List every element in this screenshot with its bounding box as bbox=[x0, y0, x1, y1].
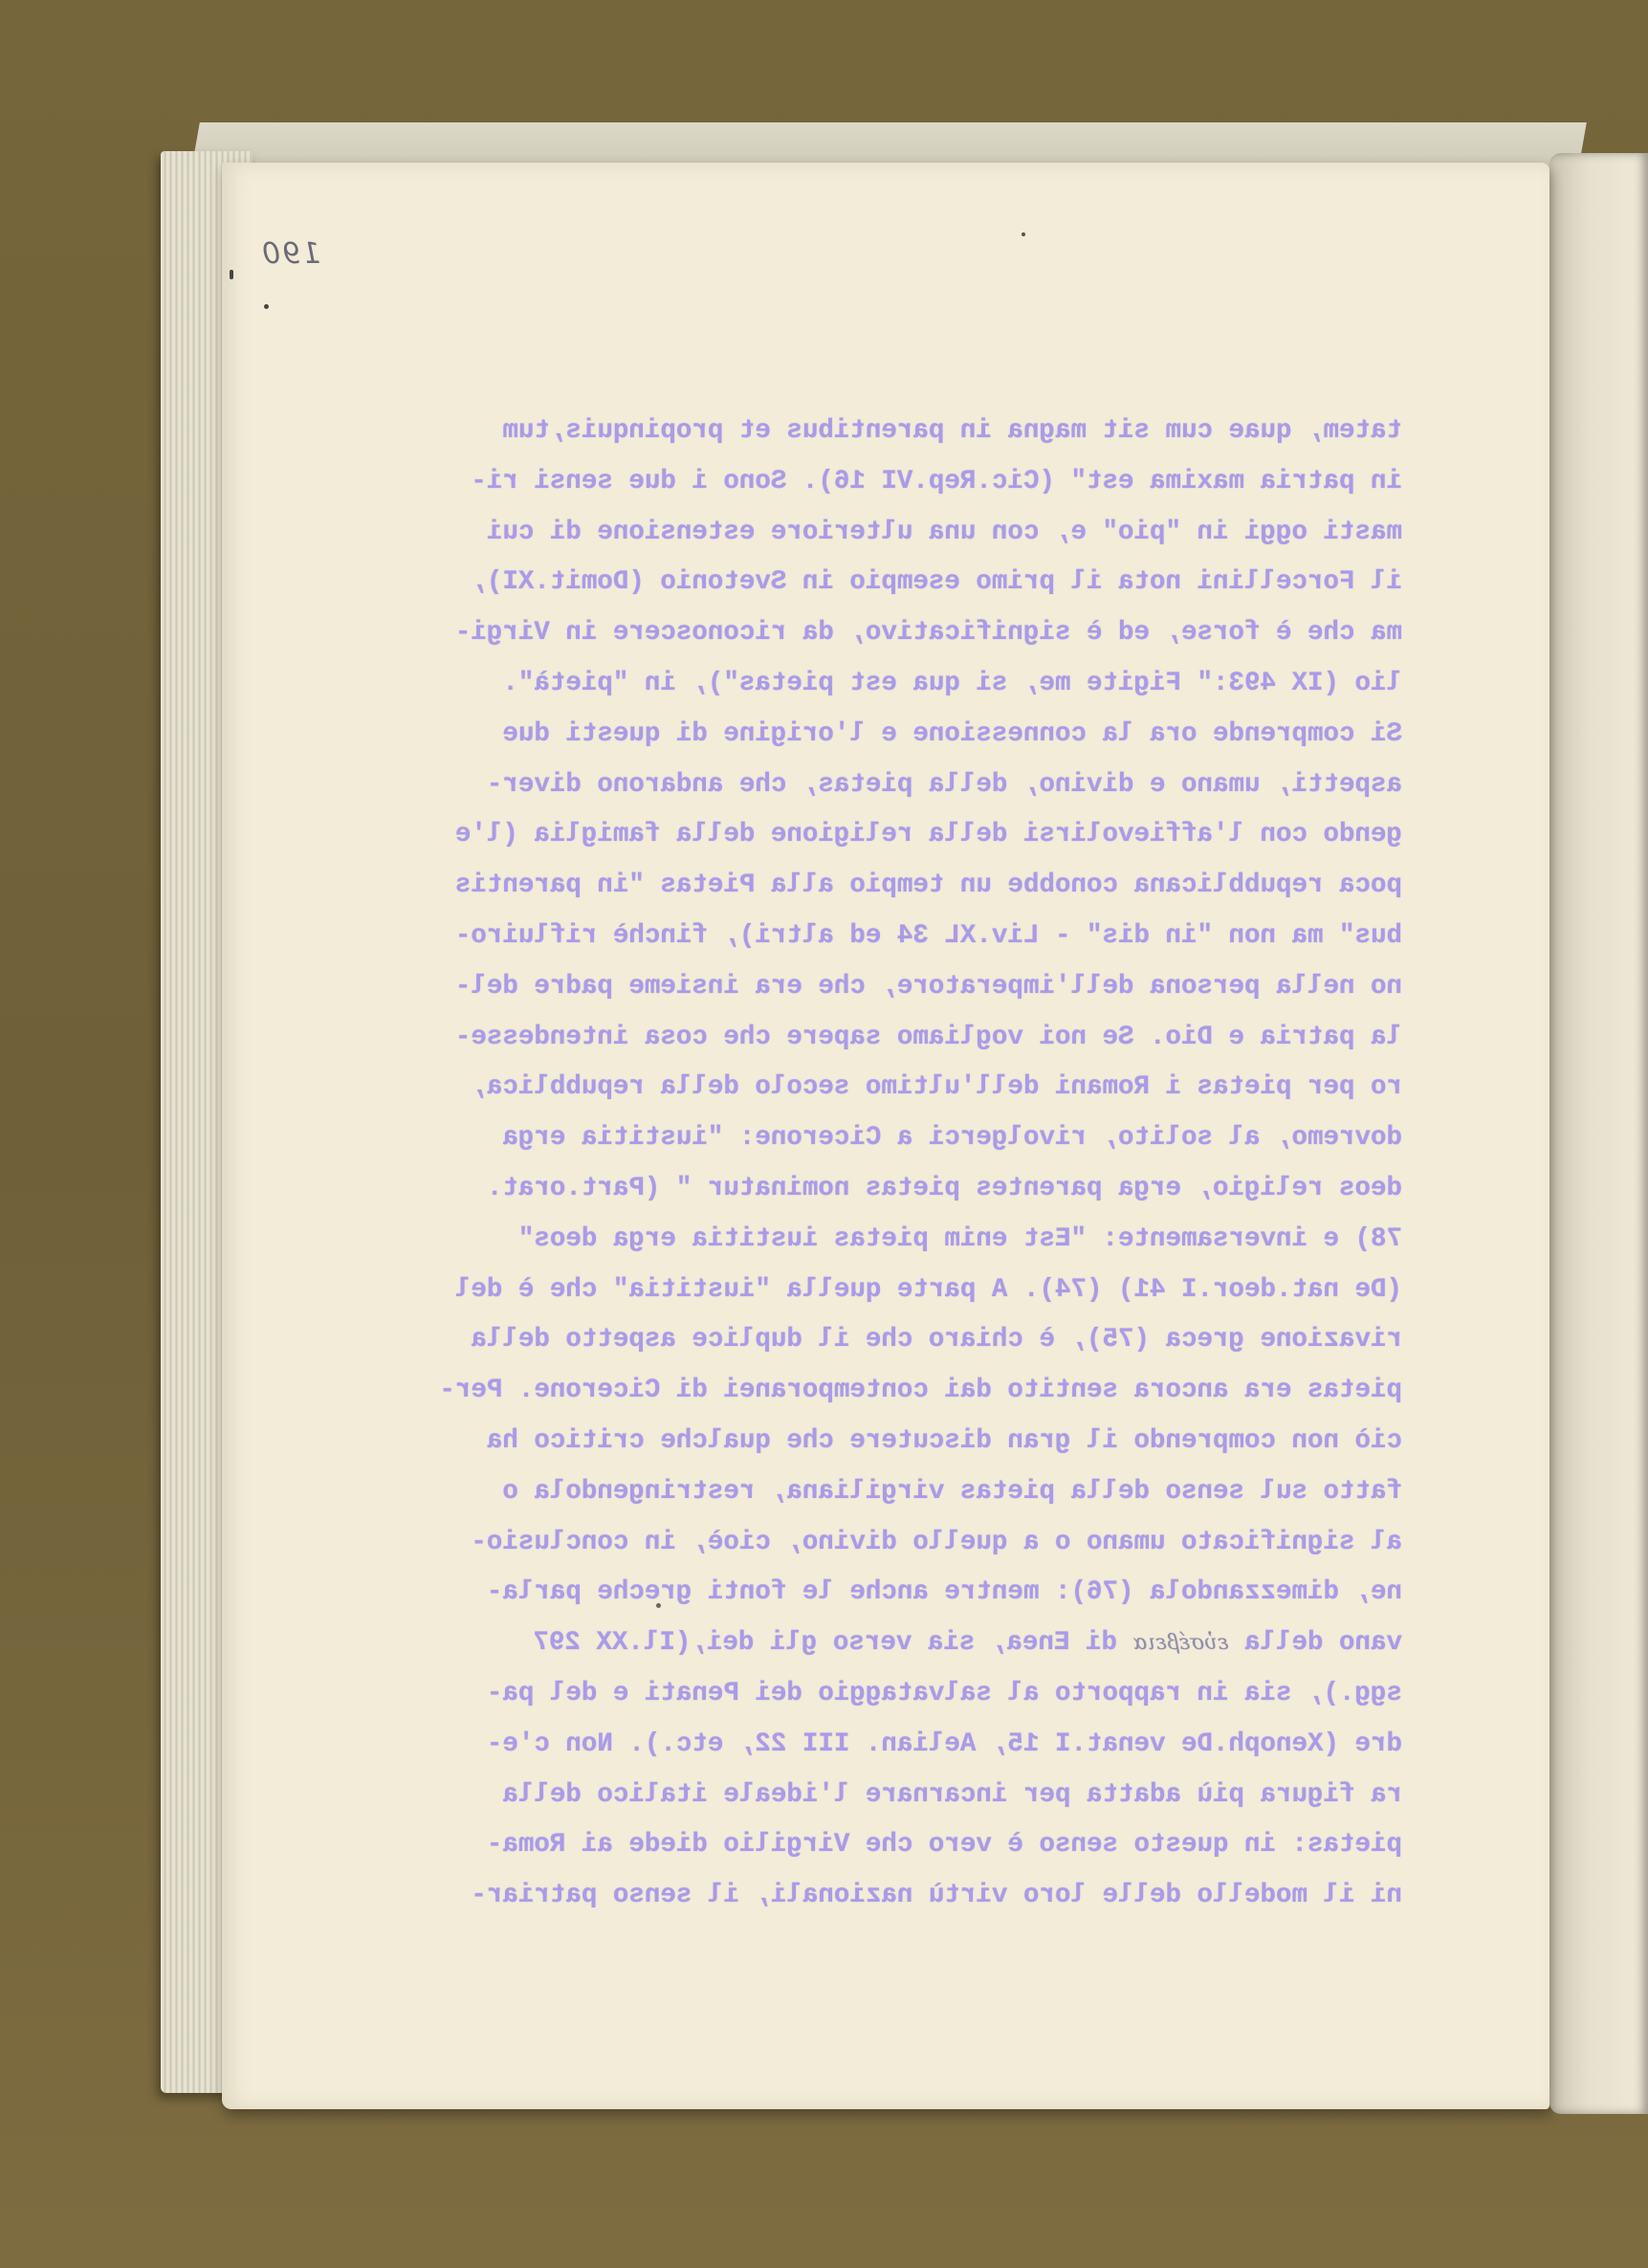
text-line: ro per pietas i Romani dell'ultimo secolo della repubblica, bbox=[471, 1072, 1402, 1103]
text-line: in patria maxima est" (Cic.Rep.VI 16). Sono i due sensi ri- bbox=[471, 466, 1402, 496]
text-line: masti oggi in "pio" e, con una ulteriore estensione di cui bbox=[486, 517, 1402, 547]
text-line: 78) e inversamente: "Est enim pietas iustitia erga deos" bbox=[517, 1223, 1402, 1254]
text-line: ma che è forse, ed è significativo, da riconoscere in Virgi- bbox=[454, 618, 1402, 649]
text-line: fatto sul senso della pietas virgiliana, restringendola o bbox=[502, 1476, 1402, 1507]
text-line: al significato umano o a quello divino, cioè, in conclusio- bbox=[471, 1527, 1402, 1557]
text-line: ra figura più adatta per incarnare l'ideale italico della bbox=[502, 1779, 1402, 1810]
mirrored-text-block bbox=[360, 407, 1402, 1922]
text-line: deos religio, erga parentes pietas nominatur " (Part.orat. bbox=[486, 1173, 1402, 1203]
text-line: tatem, quae cum sit magna in parentibus et propinquis,tum bbox=[502, 416, 1402, 446]
ink-mark bbox=[230, 270, 233, 279]
text-line bbox=[360, 1618, 1402, 1669]
text-line-part: di Enea, sia verso gli dei,(Il.XX 297 bbox=[533, 1628, 1133, 1659]
text-line: rivazione greca (75), è chiaro che il duplice aspetto della bbox=[471, 1325, 1402, 1355]
page-number: 190 bbox=[260, 237, 321, 271]
handwritten-greek-word: εὐσέβεια bbox=[1132, 1631, 1229, 1656]
text-line: pietas era ancora sentito dai contemporanei di Cicerone. Per- bbox=[439, 1376, 1402, 1406]
text-line-part: vano della bbox=[1228, 1628, 1402, 1659]
text-line: bus" ma non "in dis" - Liv.XL 34 ed altri), finchè rifluiro- bbox=[454, 920, 1402, 951]
text-line: sgg.), sia in rapporto al salvataggio dei Penati e del pa- bbox=[486, 1678, 1402, 1708]
text-line: ciò non comprendo il gran discutere che qualche critico ha bbox=[486, 1425, 1402, 1456]
text-line: dovremo, al solito, rivolgerci a Cicerone: "iustitia erga bbox=[502, 1123, 1402, 1154]
text-line: il Forcellini nota il primo esempio in Svetonio (Domit.XI), bbox=[471, 567, 1402, 598]
text-line: gendo con l'affievolirsi della religione della famiglia (l'e bbox=[454, 820, 1402, 850]
text-line: pietas: in questo senso è vero che Virgilio diede ai Roma- bbox=[486, 1830, 1402, 1861]
text-line: (De nat.deor.I 41) (74). A parte quella "iustitia" che è del bbox=[454, 1274, 1402, 1305]
text-line: Si comprende ora la connessione e l'origine di questi due bbox=[502, 718, 1402, 749]
text-line: no nella persona dell'imperatore, che era insieme padre del- bbox=[454, 971, 1402, 1002]
text-line: ne, dimezzandola (76): mentre anche le fonti greche parla- bbox=[486, 1577, 1402, 1608]
text-line: la patria e Dio. Se noi vogliamo sapere che cosa intendesse- bbox=[454, 1022, 1402, 1052]
text-line: dre (Xenoph.De venat.I 15, Aelian. III 22, etc.). Non c'e- bbox=[486, 1729, 1402, 1759]
text-line: aspetti, umano e divino, della pietas, che andarono diver- bbox=[486, 769, 1402, 800]
ink-dot bbox=[1022, 232, 1025, 236]
ink-dot bbox=[264, 304, 269, 309]
text-line: ni il modello delle loro virtù nazionali, il senso patriar- bbox=[471, 1881, 1402, 1911]
text-line: lio (IX 493:" Figite me, si qua est pietas"), in "pietà". bbox=[502, 668, 1402, 698]
text-line: poca repubblicana conobbe un tempio alla Pietas "in parentis bbox=[454, 870, 1402, 901]
facing-page-edge bbox=[1549, 153, 1648, 2114]
